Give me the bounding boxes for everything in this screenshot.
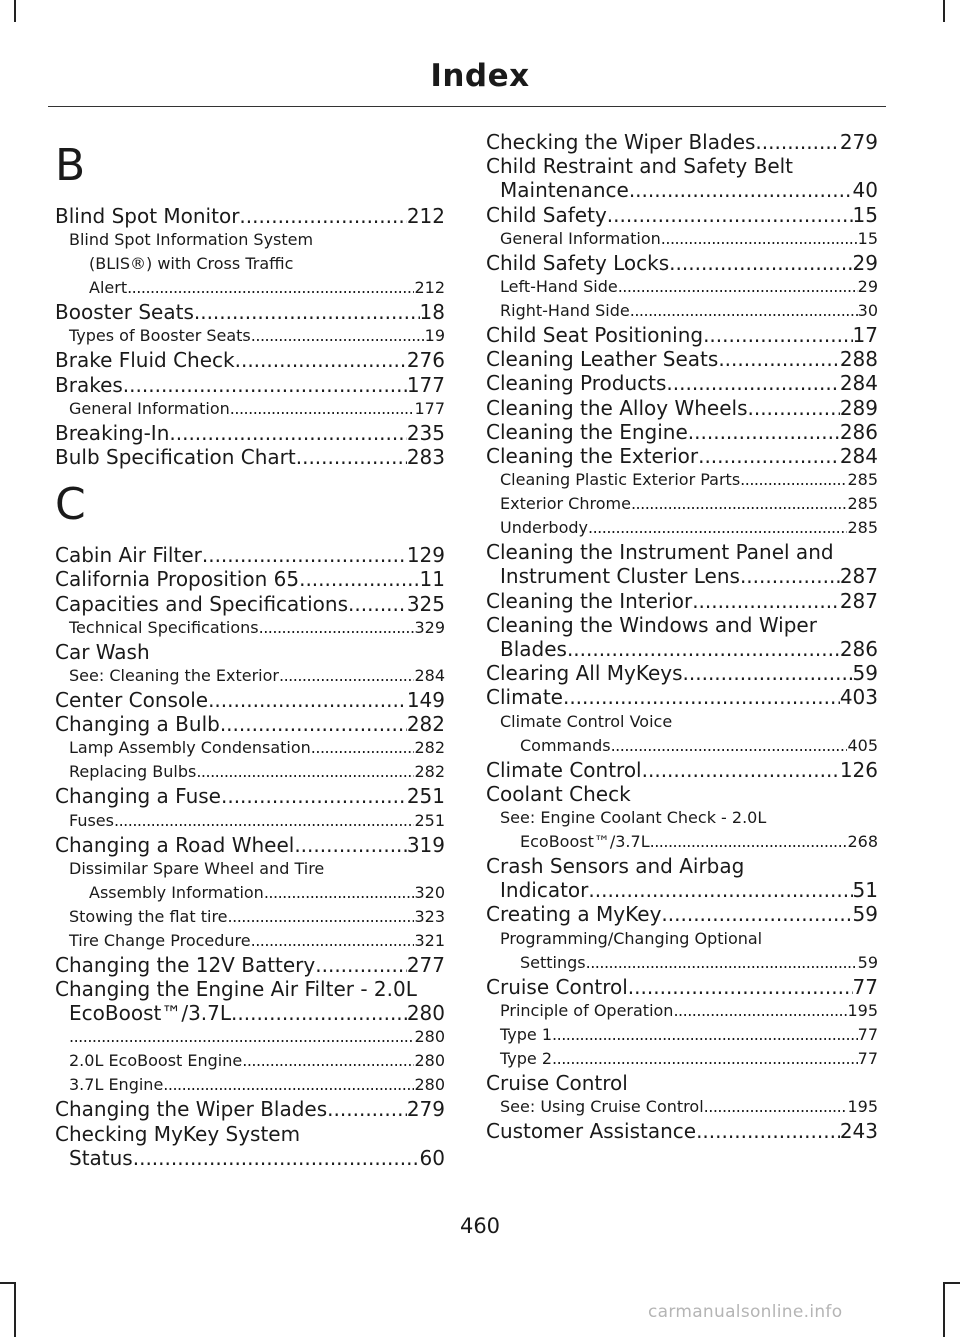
dot-leader bbox=[251, 929, 415, 953]
dot-leader bbox=[740, 564, 840, 588]
index-entry bbox=[486, 1071, 878, 1095]
page-reference: 195 bbox=[847, 1000, 878, 1020]
index-subentry bbox=[55, 809, 445, 833]
dot-leader bbox=[586, 951, 858, 975]
index-entry-text: Changing a Road Wheel bbox=[55, 832, 295, 857]
index-subentry bbox=[55, 929, 445, 953]
page-reference: 77 bbox=[852, 974, 878, 999]
index-subentry bbox=[486, 710, 878, 758]
page-reference: 60 bbox=[419, 1145, 445, 1170]
index-entry-text: Changing a Fuse bbox=[55, 784, 221, 809]
index-entry bbox=[486, 685, 878, 709]
index-entry bbox=[55, 1097, 445, 1121]
index-entry bbox=[55, 543, 445, 567]
index-entry-text: (BLIS®) with Cross Traffic bbox=[89, 254, 294, 274]
dot-leader bbox=[688, 420, 840, 444]
dot-leader bbox=[683, 661, 853, 685]
page-reference: 77 bbox=[857, 1024, 878, 1044]
index-entry-text: Technical Specifications bbox=[69, 617, 259, 637]
index-entry bbox=[486, 540, 878, 588]
dot-leader bbox=[127, 276, 414, 300]
dot-leader bbox=[259, 616, 415, 640]
page-reference: 289 bbox=[839, 395, 878, 420]
dot-leader bbox=[698, 444, 840, 468]
page-reference: 279 bbox=[839, 130, 878, 154]
dot-leader bbox=[196, 760, 414, 784]
index-entry-text: Left-Hand Side bbox=[500, 277, 618, 297]
page-reference: 29 bbox=[852, 250, 878, 275]
dot-leader bbox=[661, 227, 858, 251]
index-entry-text: Breaking-In bbox=[55, 420, 170, 445]
page-title: Index bbox=[430, 58, 530, 94]
index-entry-text: Crash Sensors and Airbag bbox=[486, 854, 745, 879]
index-entry bbox=[486, 975, 878, 999]
index-entry-text: Assembly Information bbox=[89, 882, 264, 902]
page-reference: 288 bbox=[839, 347, 878, 372]
index-entry-text: 2.0L EcoBoost Engine bbox=[69, 1051, 243, 1071]
dot-leader bbox=[588, 878, 852, 902]
index-entry-text: Cleaning the Engine bbox=[486, 419, 688, 444]
page-reference: 282 bbox=[406, 712, 445, 737]
dot-leader bbox=[294, 833, 406, 857]
page-reference: 282 bbox=[414, 738, 445, 758]
index-entry-text: Blind Spot Monitor bbox=[55, 204, 240, 228]
crop-mark-bottom-right-v bbox=[943, 1282, 945, 1337]
index-subentry bbox=[55, 228, 445, 300]
index-entry bbox=[55, 640, 445, 664]
crop-mark-bottom-left-h bbox=[0, 1282, 16, 1284]
index-entry-text: EcoBoost™/3.7L bbox=[520, 832, 650, 852]
index-subentry bbox=[486, 1023, 878, 1047]
index-subentry bbox=[486, 492, 878, 516]
page-reference: 323 bbox=[414, 906, 445, 926]
index-entry bbox=[486, 347, 878, 371]
dot-leader bbox=[202, 543, 407, 567]
dot-leader bbox=[563, 685, 840, 709]
dot-leader bbox=[696, 1119, 840, 1143]
index-subentry bbox=[486, 999, 878, 1023]
index-entry-text: 3.7L Engine bbox=[69, 1075, 164, 1095]
index-entry-text: Child Restraint and Safety Belt bbox=[486, 154, 794, 179]
index-subentry bbox=[55, 664, 445, 688]
index-entry-text: Car Wash bbox=[55, 639, 150, 664]
page-reference: 405 bbox=[847, 735, 878, 755]
dot-leader bbox=[607, 203, 853, 227]
index-column-left bbox=[55, 130, 445, 1170]
dot-leader bbox=[552, 1047, 858, 1071]
page-reference: 286 bbox=[839, 419, 878, 444]
index-entry-text: Cleaning the Interior bbox=[486, 588, 693, 613]
page-reference: 276 bbox=[406, 348, 445, 373]
index-entry-text: Cabin Air Filter bbox=[55, 543, 202, 568]
index-entry-text: Cleaning Plastic Exterior Parts bbox=[500, 470, 741, 490]
index-entry-text: Child Safety Locks bbox=[486, 250, 670, 275]
index-entry-text: Underbody bbox=[500, 518, 588, 538]
index-entry-text: Capacities and Specifications bbox=[55, 591, 349, 616]
dot-leader bbox=[669, 251, 852, 275]
index-entry bbox=[486, 371, 878, 395]
index-entry bbox=[55, 204, 445, 228]
index-entry-text: See: Using Cruise Control bbox=[500, 1097, 704, 1117]
page-reference: 251 bbox=[406, 784, 445, 809]
dot-leader bbox=[740, 468, 847, 492]
index-entry-text: Brakes bbox=[55, 372, 123, 397]
index-entry-text: Maintenance bbox=[500, 178, 629, 203]
index-entry-text: Dissimilar Spare Wheel and Tire bbox=[69, 858, 325, 878]
page-reference: 325 bbox=[406, 591, 445, 616]
page-reference: 29 bbox=[857, 277, 878, 297]
page-reference: 19 bbox=[424, 326, 445, 346]
page-reference: 15 bbox=[852, 202, 878, 227]
index-entry-text: Child Seat Positioning bbox=[486, 323, 704, 348]
index-entry-text: Lamp Assembly Condensation bbox=[69, 738, 311, 758]
index-subentry bbox=[486, 1095, 878, 1119]
index-entry bbox=[55, 300, 445, 324]
dot-leader bbox=[230, 397, 415, 421]
dot-leader bbox=[703, 323, 852, 347]
dot-leader bbox=[692, 589, 840, 613]
crop-mark-bottom-left-v bbox=[14, 1282, 16, 1337]
index-entry-text: Tire Change Procedure bbox=[69, 930, 251, 950]
page-reference: 283 bbox=[406, 445, 445, 470]
page-reference: 285 bbox=[847, 494, 878, 514]
index-entry bbox=[486, 251, 878, 275]
dot-leader bbox=[327, 1097, 407, 1121]
dot-leader bbox=[69, 1025, 414, 1049]
index-entry bbox=[486, 154, 878, 202]
index-entry-text: Blades bbox=[500, 637, 567, 662]
dot-leader bbox=[666, 371, 839, 395]
index-subentry bbox=[486, 516, 878, 540]
page-reference: 212 bbox=[406, 204, 445, 228]
index-entry bbox=[486, 444, 878, 468]
index-entry bbox=[486, 1119, 878, 1143]
index-entry bbox=[55, 567, 445, 591]
index-subentry bbox=[486, 806, 878, 854]
page-reference: 329 bbox=[414, 617, 445, 637]
index-subentry bbox=[55, 324, 445, 348]
dot-leader bbox=[228, 905, 415, 929]
dot-leader bbox=[673, 999, 847, 1023]
page-reference: 59 bbox=[857, 952, 878, 972]
index-entry-text: General Information bbox=[500, 228, 661, 248]
header-divider bbox=[48, 106, 886, 107]
dot-leader bbox=[296, 445, 407, 469]
index-entry-text: Cleaning Leather Seats bbox=[486, 347, 719, 372]
page-reference: 280 bbox=[414, 1051, 445, 1071]
dot-leader bbox=[650, 830, 848, 854]
index-entry-text: Cleaning Products bbox=[486, 371, 667, 396]
dot-leader bbox=[220, 712, 407, 736]
page-reference: 11 bbox=[419, 567, 445, 592]
crop-mark-bottom-right-h bbox=[943, 1282, 960, 1284]
page-reference: 15 bbox=[857, 228, 878, 248]
dot-leader bbox=[661, 902, 852, 926]
page-reference: 280 bbox=[406, 1001, 445, 1026]
index-entry bbox=[486, 203, 878, 227]
page-reference: 251 bbox=[414, 810, 445, 830]
index-entry-text: Indicator bbox=[500, 878, 589, 903]
index-entry-text: Instrument Cluster Lens bbox=[500, 564, 740, 589]
dot-leader bbox=[755, 130, 839, 154]
dot-leader bbox=[618, 275, 858, 299]
index-entry bbox=[486, 758, 878, 782]
index-entry-text: EcoBoost™/3.7L bbox=[69, 1001, 232, 1026]
index-entry-text: Changing a Bulb bbox=[55, 712, 220, 737]
index-subentry bbox=[55, 1073, 445, 1097]
index-entry-text: Cruise Control bbox=[486, 1070, 628, 1095]
index-entry-text: Changing the Engine Air Filter - 2.0L bbox=[55, 977, 417, 1002]
index-entry bbox=[55, 373, 445, 397]
index-entry bbox=[486, 613, 878, 661]
dot-leader bbox=[169, 421, 406, 445]
page-reference: 287 bbox=[839, 588, 878, 613]
index-entry bbox=[486, 661, 878, 685]
page-reference: 59 bbox=[852, 661, 878, 686]
index-entry bbox=[55, 784, 445, 808]
dot-leader bbox=[114, 809, 414, 833]
index-entry-text: See: Cleaning the Exterior bbox=[69, 666, 279, 686]
dot-leader bbox=[194, 300, 420, 324]
index-subentry bbox=[486, 275, 878, 299]
index-entry-text: Cleaning the Windows and Wiper bbox=[486, 612, 817, 637]
page-reference: 30 bbox=[857, 301, 878, 321]
dot-leader bbox=[231, 1001, 407, 1025]
dot-leader bbox=[315, 953, 407, 977]
page-reference: 129 bbox=[406, 543, 445, 568]
index-subentry bbox=[55, 736, 445, 760]
page-reference: 321 bbox=[414, 930, 445, 950]
page-reference: 284 bbox=[839, 444, 878, 469]
dot-leader bbox=[747, 396, 839, 420]
index-letter-heading: B bbox=[55, 140, 86, 191]
index-subentry bbox=[55, 1049, 445, 1073]
page-reference: 268 bbox=[847, 832, 878, 852]
page-reference: 149 bbox=[406, 688, 445, 713]
dot-leader bbox=[235, 348, 407, 372]
dot-leader bbox=[242, 1049, 414, 1073]
dot-leader bbox=[311, 736, 415, 760]
page-reference: 177 bbox=[406, 372, 445, 397]
dot-leader bbox=[567, 637, 840, 661]
page-reference: 277 bbox=[406, 952, 445, 977]
index-subentry bbox=[486, 227, 878, 251]
page-reference: 285 bbox=[847, 470, 878, 490]
index-entry-text: Center Console bbox=[55, 688, 209, 713]
index-entry-text: Stowing the flat tire bbox=[69, 906, 228, 926]
page-reference: 18 bbox=[419, 300, 445, 325]
dot-leader bbox=[718, 347, 839, 371]
dot-leader bbox=[279, 664, 414, 688]
index-entry-text: Cruise Control bbox=[486, 974, 628, 999]
watermark: carmanualsonline.info bbox=[648, 1302, 843, 1322]
crop-mark-top-right-v bbox=[943, 0, 945, 22]
index-entry-text: Brake Fluid Check bbox=[55, 348, 235, 373]
page-reference: 403 bbox=[839, 685, 878, 710]
index-entry-text: Climate bbox=[486, 685, 563, 710]
index-subentry bbox=[486, 927, 878, 975]
page-reference: 287 bbox=[839, 564, 878, 589]
page-reference: 212 bbox=[414, 278, 445, 298]
dot-leader bbox=[552, 1023, 858, 1047]
index-entry bbox=[55, 348, 445, 372]
page-reference: 195 bbox=[847, 1097, 878, 1117]
dot-leader bbox=[264, 881, 415, 905]
page-reference: 279 bbox=[406, 1097, 445, 1122]
index-entry bbox=[55, 712, 445, 736]
dot-leader bbox=[704, 1095, 848, 1119]
dot-leader bbox=[239, 204, 406, 228]
index-entry-text: See: Engine Coolant Check - 2.0L bbox=[500, 808, 767, 828]
dot-leader bbox=[251, 324, 425, 348]
index-entry-text: California Proposition 65 bbox=[55, 567, 300, 592]
index-entry-text: Commands bbox=[520, 735, 611, 755]
dot-leader bbox=[123, 373, 407, 397]
dot-leader bbox=[630, 299, 858, 323]
index-subentry bbox=[55, 905, 445, 929]
index-entry bbox=[55, 1122, 445, 1170]
index-subentry bbox=[55, 616, 445, 640]
index-entry bbox=[486, 782, 878, 806]
index-letter-heading: C bbox=[55, 479, 86, 531]
index-entry-text: Clearing All MyKeys bbox=[486, 661, 683, 686]
index-entry bbox=[486, 396, 878, 420]
index-entry-text: Checking the Wiper Blades bbox=[486, 130, 756, 154]
page-reference: 177 bbox=[414, 398, 445, 418]
index-entry-text: Cleaning the Alloy Wheels bbox=[486, 395, 748, 420]
index-entry bbox=[55, 421, 445, 445]
index-subentry bbox=[55, 1025, 445, 1049]
index-entry-text: Climate Control Voice bbox=[500, 711, 673, 731]
page-number: 460 bbox=[459, 1214, 501, 1238]
page-reference: 243 bbox=[839, 1119, 878, 1144]
index-entry bbox=[55, 592, 445, 616]
index-entry-text: Type 1 bbox=[500, 1024, 553, 1044]
index-entry-text: Creating a MyKey bbox=[486, 902, 662, 927]
index-entry-text: Fuses bbox=[69, 810, 114, 830]
page-reference: 40 bbox=[852, 178, 878, 203]
index-subentry bbox=[486, 468, 878, 492]
index-entry bbox=[55, 833, 445, 857]
index-entry-text: Checking MyKey System bbox=[55, 1121, 301, 1146]
index-entry-text: Alert bbox=[89, 278, 128, 298]
dot-leader bbox=[642, 758, 840, 782]
page-reference: 284 bbox=[839, 371, 878, 396]
index-entry bbox=[55, 445, 445, 469]
page-reference: 282 bbox=[414, 762, 445, 782]
page-reference: 320 bbox=[414, 882, 445, 902]
index-entry-text: Child Safety bbox=[486, 202, 607, 227]
index-entry-text: Settings bbox=[520, 952, 586, 972]
index-entry-text: Climate Control bbox=[486, 757, 642, 782]
dot-leader bbox=[299, 567, 419, 591]
index-entry bbox=[486, 420, 878, 444]
page-reference: 59 bbox=[852, 902, 878, 927]
index-entry-text: Replacing Bulbs bbox=[69, 762, 197, 782]
index-entry-text: Type 2 bbox=[500, 1048, 553, 1068]
index-entry-text: Types of Booster Seats bbox=[69, 326, 251, 346]
page-reference: 286 bbox=[839, 637, 878, 662]
page-reference: 17 bbox=[852, 323, 878, 348]
index-entry bbox=[486, 589, 878, 613]
index-entry bbox=[55, 977, 445, 1025]
index-entry bbox=[486, 323, 878, 347]
dot-leader bbox=[628, 975, 853, 999]
dot-leader bbox=[208, 688, 407, 712]
index-subentry bbox=[486, 299, 878, 323]
index-entry bbox=[55, 688, 445, 712]
index-entry-text: Exterior Chrome bbox=[500, 494, 631, 514]
index-entry-text: Blind Spot Information System bbox=[69, 230, 314, 250]
index-subentry bbox=[486, 1047, 878, 1071]
index-entry-text: Changing the 12V Battery bbox=[55, 952, 316, 977]
index-entry-text: Cleaning the Exterior bbox=[486, 444, 699, 469]
index-entry bbox=[55, 953, 445, 977]
dot-leader bbox=[163, 1073, 414, 1097]
index-entry bbox=[486, 854, 878, 902]
dot-leader bbox=[629, 178, 853, 202]
index-subentry bbox=[55, 760, 445, 784]
page-reference: 235 bbox=[406, 420, 445, 445]
index-subentry bbox=[55, 857, 445, 905]
index-entry-text: Status bbox=[69, 1145, 133, 1170]
crop-mark-top-left-v bbox=[14, 0, 16, 22]
index-entry-text: General Information bbox=[69, 398, 230, 418]
page-reference: 77 bbox=[857, 1048, 878, 1068]
index-subentry bbox=[55, 397, 445, 421]
page-reference: 284 bbox=[414, 666, 445, 686]
page-reference: 280 bbox=[414, 1027, 445, 1047]
page-reference: 285 bbox=[847, 518, 878, 538]
index-entry-text: Cleaning the Instrument Panel and bbox=[486, 540, 834, 565]
index-entry-text: Coolant Check bbox=[486, 781, 631, 806]
page-reference: 51 bbox=[852, 878, 878, 903]
dot-leader bbox=[221, 784, 407, 808]
index-entry-text: Principle of Operation bbox=[500, 1000, 674, 1020]
index-entry-text: Programming/Changing Optional bbox=[500, 928, 763, 948]
index-entry-text: Booster Seats bbox=[55, 300, 194, 325]
index-entry-text: Customer Assistance bbox=[486, 1119, 697, 1144]
dot-leader bbox=[348, 592, 407, 616]
index-entry bbox=[486, 902, 878, 926]
index-entry-text: Right-Hand Side bbox=[500, 301, 630, 321]
dot-leader bbox=[588, 516, 847, 540]
dot-leader bbox=[611, 734, 848, 758]
index-entry-text: Changing the Wiper Blades bbox=[55, 1097, 328, 1122]
dot-leader bbox=[133, 1146, 420, 1170]
index-entry bbox=[486, 130, 878, 154]
page-reference: 319 bbox=[406, 832, 445, 857]
page-reference: 280 bbox=[414, 1075, 445, 1095]
index-column-right bbox=[486, 130, 878, 1143]
index-entry-text: Bulb Specification Chart bbox=[55, 445, 296, 470]
dot-leader bbox=[631, 492, 848, 516]
page-reference: 126 bbox=[839, 757, 878, 782]
